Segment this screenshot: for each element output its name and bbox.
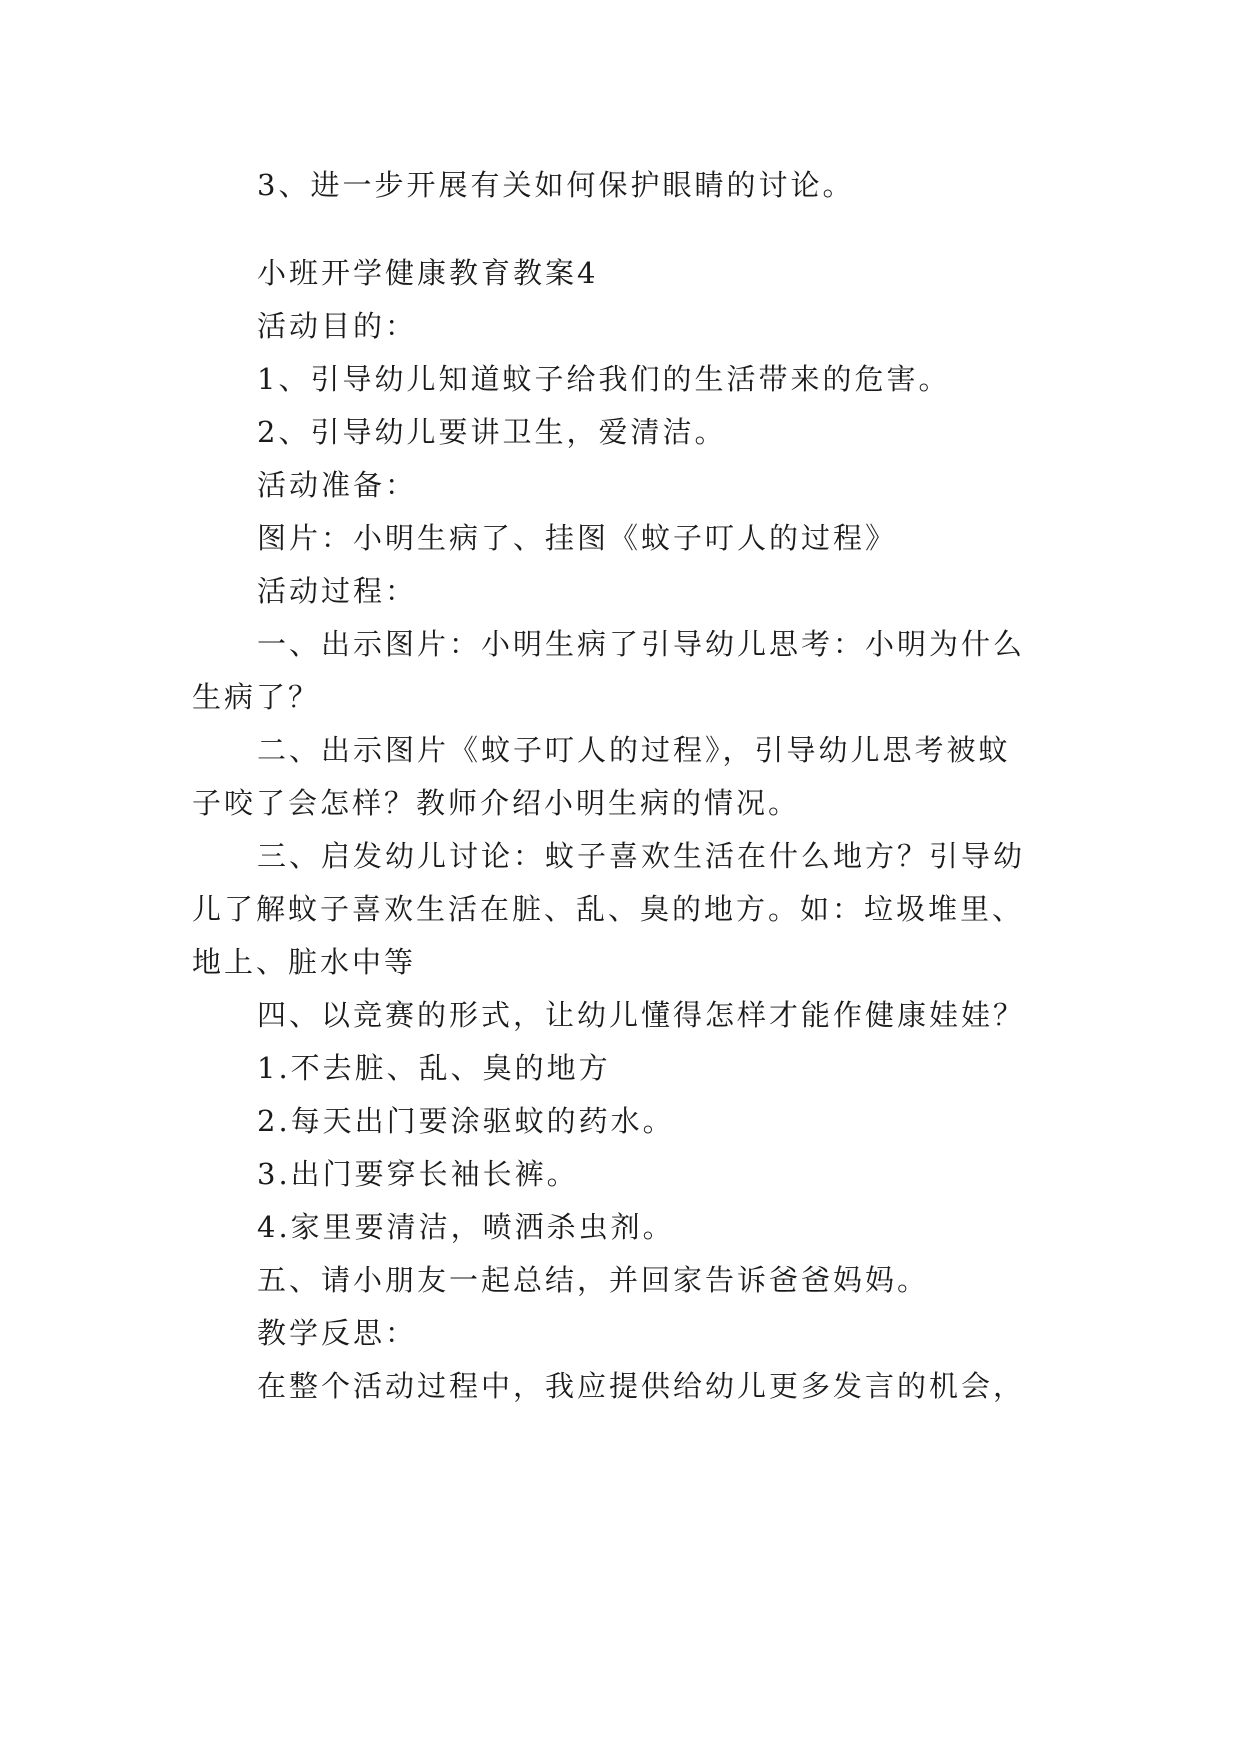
process-heading: 活动过程： xyxy=(257,574,418,608)
step-1-line-2: 生病了？ xyxy=(192,680,321,714)
goal-heading: 活动目的： xyxy=(257,309,418,343)
tip-item-2: 2.每天出门要涂驱蚊的药水。 xyxy=(257,1104,675,1138)
tip-item-1: 1.不去脏、乱、臭的地方 xyxy=(257,1051,611,1085)
reflection-heading: 教学反思： xyxy=(257,1316,418,1350)
step-1-line-1: 一、出示图片：小明生病了引导幼儿思考：小明为什么 xyxy=(257,627,1026,661)
prep-heading: 活动准备： xyxy=(257,468,418,502)
step-2-line-2: 子咬了会怎样？教师介绍小明生病的情况。 xyxy=(192,786,801,820)
step-3-line-3: 地上、脏水中等 xyxy=(192,945,417,979)
goal-item-2: 2、引导幼儿要讲卫生，爱清洁。 xyxy=(257,415,727,449)
tip-item-4: 4.家里要清洁，喷洒杀虫剂。 xyxy=(257,1210,675,1244)
prep-text: 图片：小明生病了、挂图《蚊子叮人的过程》 xyxy=(257,521,898,555)
goal-item-1: 1、引导幼儿知道蚊子给我们的生活带来的危害。 xyxy=(257,362,951,396)
reflection-line-1: 在整个活动过程中，我应提供给幼儿更多发言的机会， xyxy=(257,1369,1026,1403)
step-3-line-2: 儿了解蚊子喜欢生活在脏、乱、臭的地方。如：垃圾堆里、 xyxy=(192,892,1025,926)
section-title: 小班开学健康教育教案4 xyxy=(257,256,599,290)
step-5: 五、请小朋友一起总结，并回家告诉爸爸妈妈。 xyxy=(257,1263,930,1297)
step-2-line-1: 二、出示图片《蚊子叮人的过程》，引导幼儿思考被蚊 xyxy=(257,733,1011,767)
tip-item-3: 3.出门要穿长袖长裤。 xyxy=(257,1157,579,1191)
previous-list-item: 3、进一步开展有关如何保护眼睛的讨论。 xyxy=(257,168,855,202)
step-3-line-1: 三、启发幼儿讨论：蚊子喜欢生活在什么地方？引导幼 xyxy=(257,839,1026,873)
step-4: 四、以竞赛的形式，让幼儿懂得怎样才能作健康娃娃？ xyxy=(257,998,1026,1032)
